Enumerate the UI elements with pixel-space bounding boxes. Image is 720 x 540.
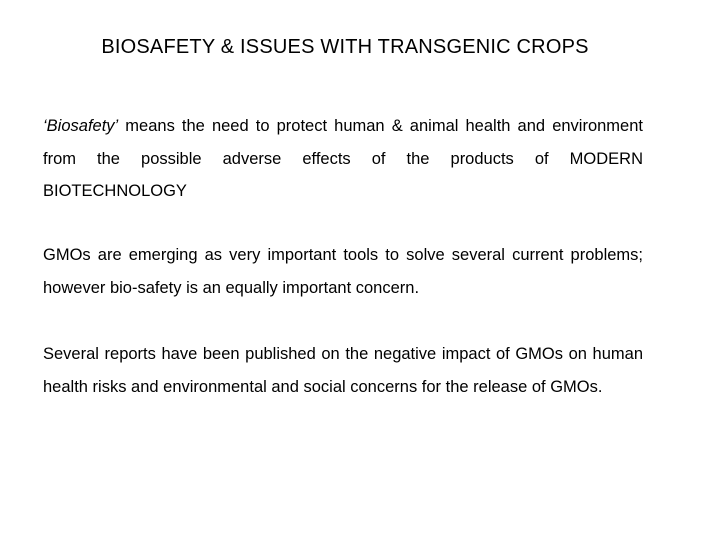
paragraph-gmo-reports: Several reports have been published on the negative impact of GMOs on human health risks and environmental and social concerns for the release of GMOs.: [43, 345, 643, 396]
biosafety-definition-text: means the need to protect human & animal health and environment from the possible adverse effects of the products of MODERN BIOTECHNOLOGY: [43, 117, 643, 200]
biosafety-term: ‘Biosafety’: [43, 117, 119, 135]
slide-title: BIOSAFETY & ISSUES WITH TRANSGENIC CROPS: [101, 36, 589, 58]
paragraph-gmo-tools: GMOs are emerging as very important tools to solve several current problems; however bio-safety is an equally important concern.: [43, 246, 643, 297]
paragraph-biosafety-definition: [43, 110, 643, 208]
